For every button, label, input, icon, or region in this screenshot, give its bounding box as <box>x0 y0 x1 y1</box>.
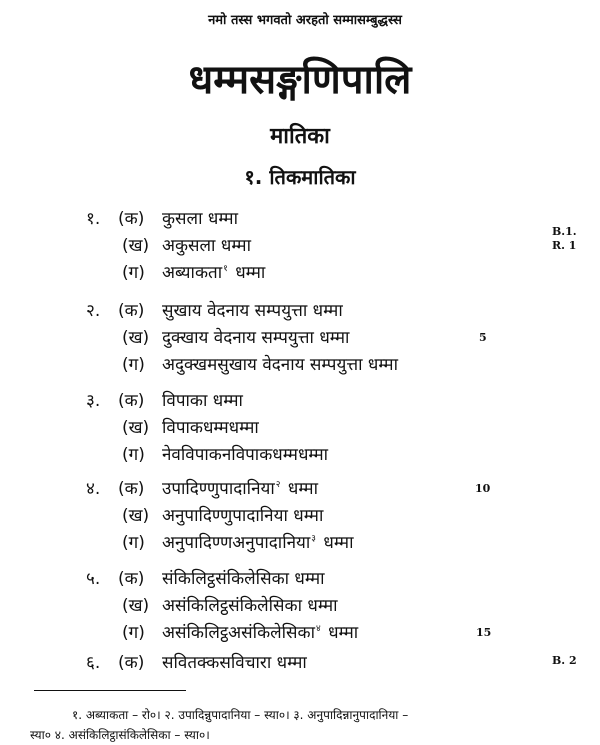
item-text-after: धम्मा <box>235 263 266 283</box>
list-item <box>0 442 600 468</box>
item-text: दुक्खाय वेदनाय सम्पयुत्ता धम्मा <box>162 328 350 348</box>
item-label: (ग) <box>122 533 145 553</box>
item-text-with-footnote <box>162 476 318 502</box>
list-item <box>0 388 600 414</box>
list-item <box>0 206 600 232</box>
list-item <box>0 233 600 259</box>
item-label: (ख) <box>122 236 150 256</box>
group-number: ३. <box>86 391 101 411</box>
list-item <box>0 352 600 378</box>
item-text: विपाका धम्मा <box>162 391 243 411</box>
item-label: (क) <box>118 653 145 673</box>
item-text: कुसला धम्मा <box>162 209 238 229</box>
item-text: संकिलिट्ठसंकिलेसिका धम्मा <box>162 569 325 589</box>
item-text: अकुसला धम्मा <box>162 236 251 256</box>
group-number: ५. <box>86 569 101 589</box>
footnote-marker: १ <box>223 264 228 275</box>
item-text: अनुपादिण्णअनुपादानिया <box>162 533 311 553</box>
item-text: अब्याकता <box>162 263 223 283</box>
list-item <box>0 566 600 592</box>
page-subtitle: मातिका <box>270 124 330 149</box>
list-item <box>0 620 600 646</box>
item-text: उपादिण्णुपादानिया <box>162 479 275 499</box>
item-text-after: धम्मा <box>287 479 318 499</box>
line-number: 5 <box>479 331 487 344</box>
item-label: (क) <box>118 569 145 589</box>
footnote-line: स्या० ४. असंकिलिट्ठासंकिलेसिका – स्या०। <box>30 728 210 742</box>
section-title: १. तिकमातिका <box>244 165 356 189</box>
item-label: (क) <box>118 209 145 229</box>
item-label: (ग) <box>122 623 145 643</box>
footnote-marker: ४ <box>316 624 321 635</box>
list-item <box>0 530 600 556</box>
page-invocation: नमो तस्स भगवतो अरहतो सम्मासम्बुद्धस्स <box>208 13 402 28</box>
group-number: ६. <box>86 653 101 673</box>
item-label: (ग) <box>122 355 145 375</box>
margin-ref: R. 1 <box>552 239 577 252</box>
list-item <box>0 298 600 324</box>
item-text: अदुक्खमसुखाय वेदनाय सम्पयुत्ता धम्मा <box>162 355 398 375</box>
item-text-with-footnote <box>162 620 358 646</box>
item-text: सवितक्कसविचारा धम्मा <box>162 653 307 673</box>
item-text-after: धम्मा <box>323 533 354 553</box>
list-item <box>0 650 600 676</box>
item-text: असंकिलिट्ठअसंकिलेसिका <box>162 623 315 643</box>
list-item <box>0 415 600 441</box>
item-text: सुखाय वेदनाय सम्पयुत्ता धम्मा <box>162 301 343 321</box>
list-item <box>0 476 600 502</box>
group-number: २. <box>86 301 101 321</box>
list-item <box>0 260 600 286</box>
item-text-after: धम्मा <box>328 623 359 643</box>
item-label: (ग) <box>122 263 145 283</box>
item-text: विपाकधम्मधम्मा <box>162 418 259 438</box>
item-label: (क) <box>118 479 145 499</box>
group-number: १. <box>86 209 101 229</box>
margin-ref: B. 2 <box>552 654 577 667</box>
footnote-line: १. अब्याकता – रो०। २. उपादिन्नुपादानिया – स्या०। ३. अनुपादिन्नानुपादानिया – <box>72 708 409 722</box>
item-label: (ख) <box>122 596 150 616</box>
item-label: (ख) <box>122 328 150 348</box>
page-title: धम्मसङ्गणिपालि <box>188 57 412 103</box>
item-label: (ख) <box>122 418 150 438</box>
list-item <box>0 503 600 529</box>
footnote-marker: २ <box>275 480 281 491</box>
item-text: अनुपादिण्णुपादानिया धम्मा <box>162 506 324 526</box>
item-text-with-footnote <box>162 260 265 286</box>
item-label: (क) <box>118 391 145 411</box>
item-text: असंकिलिट्ठसंकिलेसिका धम्मा <box>162 596 338 616</box>
list-item <box>0 325 600 351</box>
margin-ref: B.1. <box>552 225 577 238</box>
item-text-with-footnote <box>162 530 354 556</box>
footnotes <box>30 705 580 745</box>
item-text: नेवविपाकनविपाकधम्मधम्मा <box>162 445 329 465</box>
line-number: 15 <box>476 626 492 639</box>
group-number: ४. <box>86 479 101 499</box>
item-label: (ख) <box>122 506 150 526</box>
footnote-marker: ३ <box>311 534 316 545</box>
list-item <box>0 593 600 619</box>
item-label: (क) <box>118 301 145 321</box>
line-number: 10 <box>475 482 491 495</box>
footnote-divider <box>34 690 186 691</box>
item-label: (ग) <box>122 445 145 465</box>
